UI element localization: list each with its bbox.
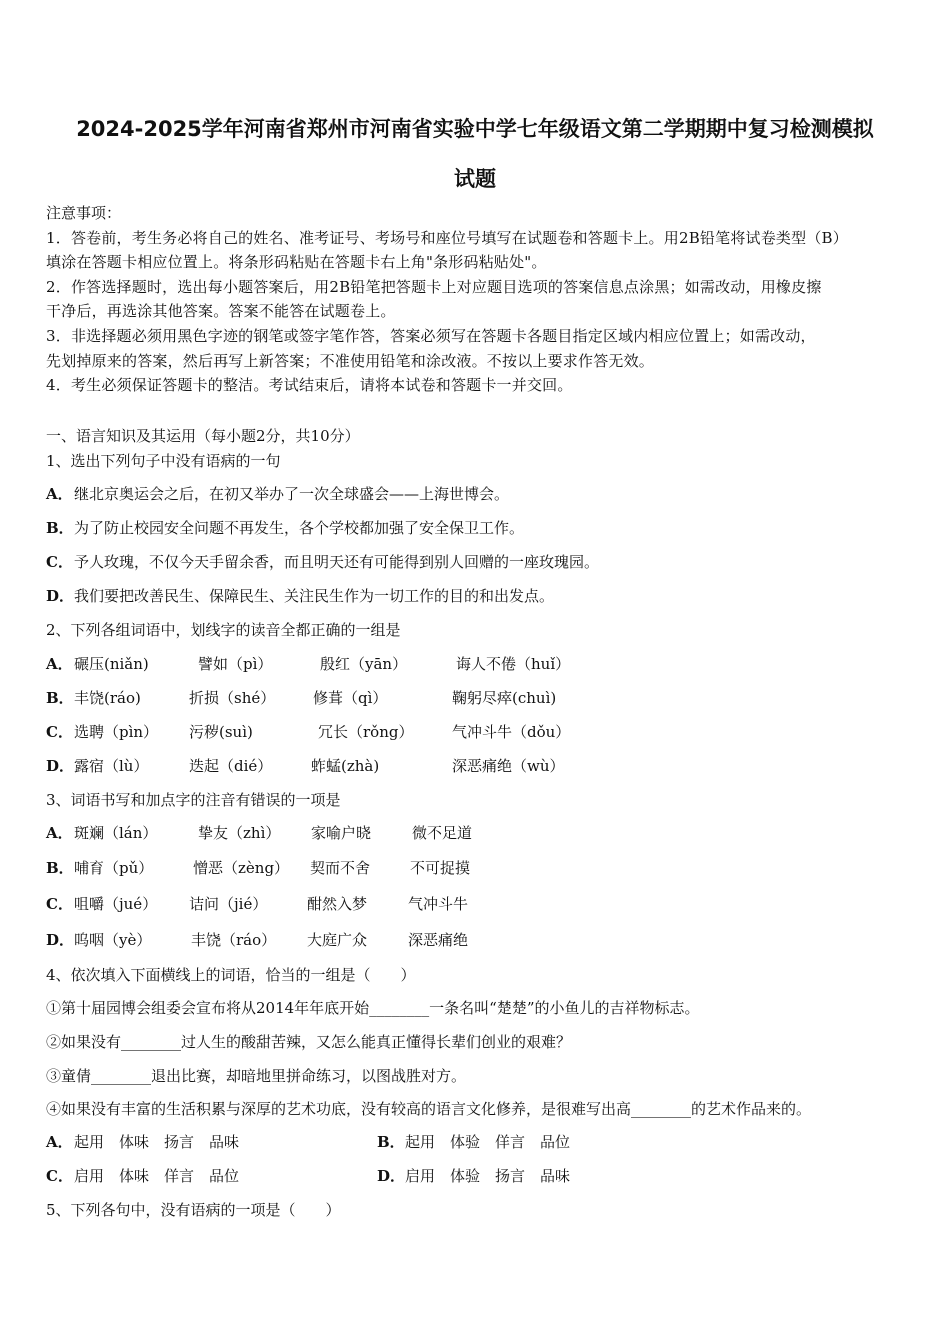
option-item: 气冲斗牛 bbox=[408, 895, 469, 913]
option-label: A． bbox=[46, 485, 73, 503]
option-label: B． bbox=[377, 1133, 405, 1151]
option-item: 选聘（pìn） bbox=[74, 723, 159, 741]
option-item: 鞠躬尽瘁(chuì) bbox=[452, 689, 557, 707]
fill-sentence: ④如果没有丰富的生活积累与深厚的艺术功底，没有较高的语言文化修养，是很难写出高________的艺术作品来的。 bbox=[46, 1100, 812, 1118]
option-item: 家喻户晓 bbox=[311, 824, 372, 842]
option-item: 修葺（qì） bbox=[313, 689, 388, 707]
exam-title: 2024-2025学年河南省郑州市河南省实验中学七年级语文第二学期期中复习检测模拟 bbox=[76, 117, 874, 141]
option-item: 深恶痛绝 bbox=[408, 931, 469, 949]
option-item: 哺育（pǔ） bbox=[74, 859, 154, 877]
option-item: 微不足道 bbox=[412, 824, 473, 842]
option-item: 契而不舍 bbox=[310, 859, 371, 877]
notice-line: 先划掉原来的答案，然后再写上新答案；不准使用铅笔和涂改液。不按以上要求作答无效。 bbox=[46, 352, 655, 370]
notice-line: 2．作答选择题时，选出每小题答案后，用2B铅笔把答题卡上对应题目选项的答案信息点涂黑；如需改动，用橡皮擦 bbox=[46, 278, 822, 296]
option-item: 迭起（dié） bbox=[189, 757, 273, 775]
option-item: 譬如（pì） bbox=[198, 655, 273, 673]
option-label: C． bbox=[46, 553, 73, 571]
option-text: 予人玫瑰，不仅今天手留余香，而且明天还有可能得到别人回赠的一座玫瑰园。 bbox=[74, 553, 600, 571]
option-item: 咀嚼（jué） bbox=[74, 895, 158, 913]
question-stem: 1、选出下列句子中没有语病的一句 bbox=[46, 452, 281, 470]
option-text: 我们要把改善民生、保障民生、关注民生作为一切工作的目的和出发点。 bbox=[74, 587, 555, 605]
fill-sentence: ②如果没有________过人生的酸甜苦辣，又怎么能真正懂得长辈们创业的艰难？ bbox=[46, 1033, 572, 1051]
exam-title-continued: 试题 bbox=[454, 167, 496, 191]
option-item: 大庭广众 bbox=[307, 931, 368, 949]
option-item: 蚱蜢(zhà) bbox=[311, 757, 380, 775]
fill-sentence: ①第十届园博会组委会宣布将从2014年年底开始________一条名叫“楚楚”的小鱼儿的吉祥物标志。 bbox=[46, 999, 700, 1017]
notice-line: 3．非选择题必须用黑色字迹的钢笔或签字笔作答，答案必须写在答题卡各题目指定区域内相应位置上；如需改动， bbox=[46, 327, 816, 345]
option-item: 酣然入梦 bbox=[307, 895, 368, 913]
option-label: D． bbox=[46, 587, 75, 605]
option-label: C． bbox=[46, 1167, 73, 1185]
option-item: 碾压(niǎn) bbox=[74, 655, 149, 673]
option-item: 憎恶（zèng） bbox=[193, 859, 290, 877]
option-label: D． bbox=[46, 931, 75, 949]
option-label: B． bbox=[46, 519, 74, 537]
option-item: 污秽(suì) bbox=[189, 723, 253, 741]
question-stem: 5、下列各句中，没有语病的一项是（ ） bbox=[46, 1201, 341, 1219]
option-item: 气冲斗牛（dǒu） bbox=[452, 723, 571, 741]
notice-line: 填涂在答题卡相应位置上。将条形码粘贴在答题卡右上角"条形码粘贴处"。 bbox=[46, 253, 547, 271]
option-text: 起用 体验 佯言 品位 bbox=[405, 1133, 571, 1151]
question-stem: 2、下列各组词语中，划线字的读音全都正确的一组是 bbox=[46, 621, 401, 639]
option-text: 继北京奥运会之后，在初又举办了一次全球盛会——上海世博会。 bbox=[74, 485, 510, 503]
option-label: A． bbox=[46, 655, 73, 673]
notice-line: 4．考生必须保证答题卡的整洁。考试结束后，请将本试卷和答题卡一并交回。 bbox=[46, 376, 573, 394]
option-item: 殷红（yān） bbox=[320, 655, 408, 673]
option-text: 起用 体味 扬言 品味 bbox=[74, 1133, 240, 1151]
option-label: D． bbox=[46, 757, 75, 775]
option-label: A． bbox=[46, 1133, 73, 1151]
option-item: 诘问（jié） bbox=[189, 895, 268, 913]
section-heading: 一、语言知识及其运用（每小题2分，共10分） bbox=[46, 427, 360, 445]
option-item: 露宿（lù） bbox=[74, 757, 149, 775]
option-label: B． bbox=[46, 859, 74, 877]
option-text: 为了防止校园安全问题不再发生，各个学校都加强了安全保卫工作。 bbox=[74, 519, 525, 537]
option-item: 不可捉摸 bbox=[410, 859, 471, 877]
option-text: 启用 体味 佯言 品位 bbox=[74, 1167, 240, 1185]
notice-line: 1．答卷前，考生务必将自己的姓名、准考证号、考场号和座位号填写在试题卷和答题卡上。用2B铅笔将试卷类型（B） bbox=[46, 229, 848, 247]
option-item: 深恶痛绝（wù） bbox=[452, 757, 565, 775]
notice-line: 干净后，再选涂其他答案。答案不能答在试题卷上。 bbox=[46, 302, 396, 320]
option-item: 挚友（zhì） bbox=[198, 824, 281, 842]
option-text: 启用 体验 扬言 品味 bbox=[405, 1167, 571, 1185]
option-label: B． bbox=[46, 689, 74, 707]
fill-sentence: ③童倩________退出比赛，却暗地里拼命练习，以图战胜对方。 bbox=[46, 1067, 467, 1085]
option-item: 折损（shé） bbox=[189, 689, 276, 707]
option-item: 斑斓（lán） bbox=[74, 824, 158, 842]
option-label: C． bbox=[46, 895, 73, 913]
option-item: 丰饶(ráo) bbox=[74, 689, 141, 707]
option-item: 丰饶（ráo） bbox=[191, 931, 277, 949]
option-label: C． bbox=[46, 723, 73, 741]
notice-heading: 注意事项： bbox=[46, 204, 122, 222]
option-label: D． bbox=[377, 1167, 406, 1185]
option-item: 呜咽（yè） bbox=[74, 931, 152, 949]
question-stem: 3、词语书写和加点字的注音有错误的一项是 bbox=[46, 791, 341, 809]
question-stem: 4、依次填入下面横线上的词语，恰当的一组是（ ） bbox=[46, 966, 416, 984]
option-label: A． bbox=[46, 824, 73, 842]
option-item: 诲人不倦（huǐ） bbox=[456, 655, 571, 673]
option-item: 冗长（rǒng） bbox=[318, 723, 414, 741]
